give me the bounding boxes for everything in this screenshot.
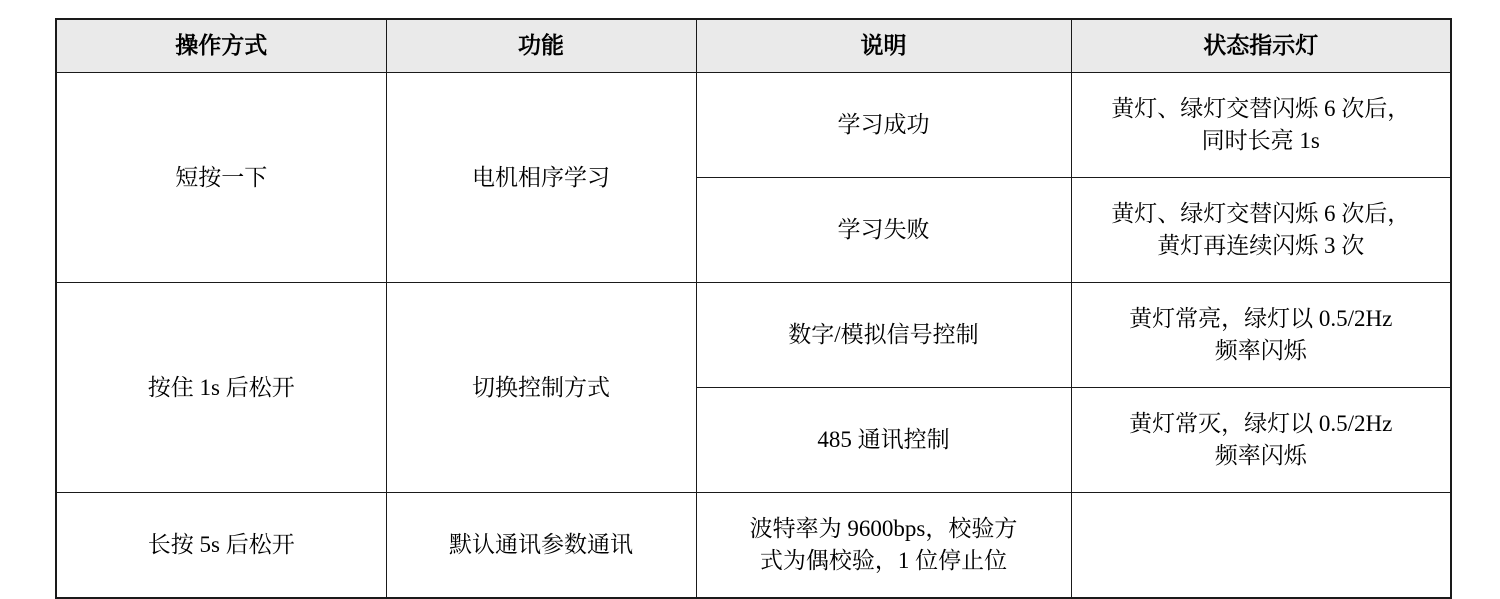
cell-operation: 长按 5s 后松开 — [56, 493, 386, 599]
cell-description: 学习成功 — [696, 73, 1071, 178]
cell-description: 485 通讯控制 — [696, 388, 1071, 493]
cell-operation: 短按一下 — [56, 73, 386, 283]
table-header-row — [56, 19, 1451, 73]
column-header-indicator: 状态指示灯 — [1071, 19, 1451, 73]
indicator-line-1: 黄灯常灭，绿灯以 0.5/2Hz — [1129, 411, 1393, 437]
cell-function: 切换控制方式 — [386, 283, 696, 493]
description-line-2: 式为偶校验，1 位停止位 — [759, 548, 1008, 573]
cell-operation: 按住 1s 后松开 — [56, 283, 386, 493]
table-header — [56, 19, 1451, 73]
indicator-line-2: 黄灯再连续闪烁 3 次 — [1157, 233, 1365, 258]
cell-function: 电机相序学习 — [386, 73, 696, 283]
cell-indicator — [1071, 73, 1451, 178]
table-row — [56, 283, 1451, 388]
column-header-operation: 操作方式 — [56, 19, 386, 73]
description-line-1: 波特率为 9600bps，校验方 — [749, 516, 1018, 542]
cell-description — [696, 493, 1071, 599]
cell-description: 学习失败 — [696, 178, 1071, 283]
cell-indicator — [1071, 388, 1451, 493]
cell-description: 数字/模拟信号控制 — [696, 283, 1071, 388]
indicator-line-1: 黄灯、绿灯交替闪烁 6 次后， — [1111, 201, 1411, 227]
column-header-description: 说明 — [696, 19, 1071, 73]
table-body — [56, 73, 1451, 599]
indicator-line-2: 同时长亮 1s — [1201, 128, 1320, 153]
cell-indicator — [1071, 283, 1451, 388]
table-row — [56, 493, 1451, 599]
indicator-line-2: 频率闪烁 — [1214, 338, 1307, 363]
cell-function: 默认通讯参数通讯 — [386, 493, 696, 599]
table-row — [56, 73, 1451, 178]
operation-spec-table — [55, 18, 1452, 599]
indicator-line-1: 黄灯、绿灯交替闪烁 6 次后， — [1111, 96, 1411, 122]
indicator-line-1: 黄灯常亮，绿灯以 0.5/2Hz — [1129, 306, 1393, 332]
indicator-line-2: 频率闪烁 — [1214, 443, 1307, 468]
cell-indicator — [1071, 493, 1451, 599]
cell-indicator — [1071, 178, 1451, 283]
column-header-function: 功能 — [386, 19, 696, 73]
